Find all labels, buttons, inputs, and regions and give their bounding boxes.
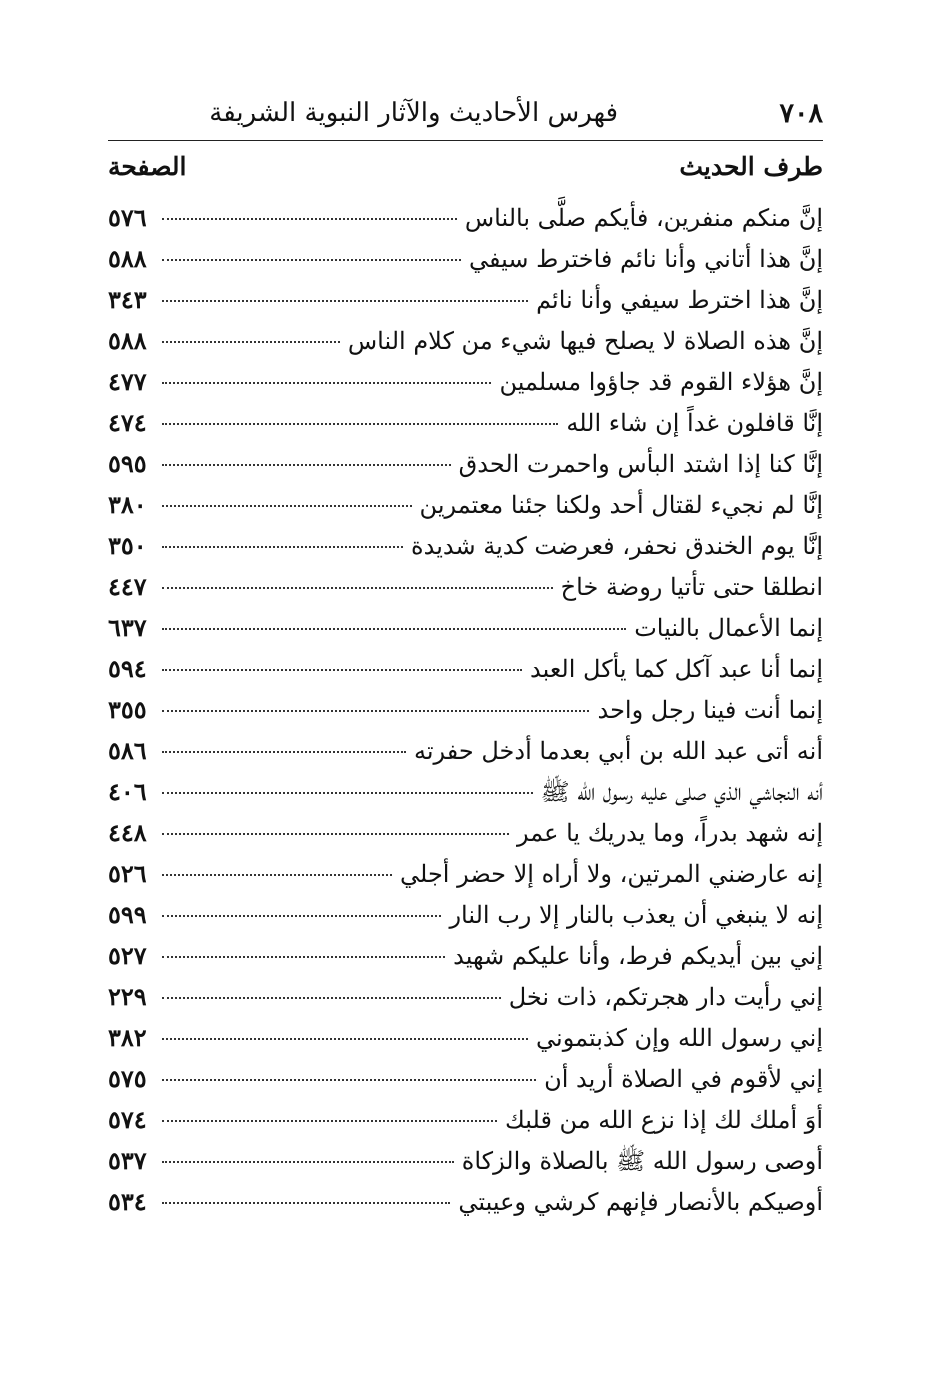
- dot-leader: [162, 382, 491, 384]
- index-entry: [108, 443, 823, 484]
- dot-leader: [162, 1038, 528, 1040]
- page-reference: ٥٣٤: [108, 1187, 147, 1216]
- dot-leader: [162, 505, 412, 507]
- index-entry: [108, 279, 823, 320]
- page-reference: ٣٥٥: [108, 695, 147, 724]
- page-reference: ٤٧٤: [108, 408, 147, 437]
- hadith-text: إنه لا ينبغي أن يعذب بالنار إلا رب النار: [449, 901, 823, 929]
- index-entry: [108, 566, 823, 607]
- index-entry: [108, 402, 823, 443]
- index-entry: [108, 812, 823, 853]
- column-header-page: الصفحة: [108, 152, 187, 181]
- dot-leader: [162, 833, 509, 835]
- hadith-text: إنَّ هذا أتاني وأنا نائم فاخترط سيفي: [468, 245, 823, 273]
- hadith-text: إنَّا يوم الخندق نحفر، فعرضت كدية شديدة: [411, 532, 823, 560]
- dot-leader: [162, 915, 441, 917]
- dot-leader: [162, 1202, 450, 1204]
- hadith-text: أوصى رسول الله ﷺ بالصلاة والزكاة: [461, 1147, 823, 1175]
- page-reference: ٥٨٨: [108, 244, 147, 273]
- page-reference: ٥٨٦: [108, 736, 147, 765]
- index-entries: [108, 197, 823, 1222]
- dot-leader: [162, 1120, 497, 1122]
- dot-leader: [162, 587, 553, 589]
- index-entry: [108, 1058, 823, 1099]
- hadith-text: إني رأيت دار هجرتكم، ذات نخل: [508, 983, 823, 1011]
- index-entry: [108, 976, 823, 1017]
- hadith-text: إنما أنت فينا رجل واحد: [597, 696, 823, 724]
- hadith-text: إنَّ هذا اخترط سيفي وأنا نائم: [536, 286, 823, 314]
- hadith-text: إنَّا لم نجيء لقتال أحد ولكنا جئنا معتمرين: [419, 491, 823, 519]
- index-entry: [108, 853, 823, 894]
- index-entry: [108, 771, 823, 812]
- page-reference: ٥٩٩: [108, 900, 147, 929]
- page-reference: ٣٥٠: [108, 531, 147, 560]
- hadith-text: إني رسول الله وإن كذبتموني: [536, 1024, 823, 1052]
- dot-leader: [162, 669, 522, 671]
- index-entry: [108, 484, 823, 525]
- hadith-text: انطلقا حتى تأتيا روضة خاخ: [560, 573, 823, 601]
- header-divider: [108, 140, 823, 141]
- page-reference: ٣٤٣: [108, 285, 147, 314]
- index-entry: [108, 197, 823, 238]
- hadith-text: إنما الأعمال بالنيات: [634, 614, 823, 642]
- hadith-text: أوصيكم بالأنصار فإنهم كرشي وعيبتي: [458, 1188, 823, 1216]
- hadith-text: أنه أتى عبد الله بن أبي بعدما أدخل حفرته: [413, 737, 823, 765]
- page-reference: ٥٧٤: [108, 1105, 147, 1134]
- dot-leader: [162, 546, 403, 548]
- page-reference: ٥٩٥: [108, 449, 147, 478]
- running-title: فهرس الأحاديث والآثار النبوية الشريفة: [209, 98, 618, 128]
- index-entry: [108, 1181, 823, 1222]
- hadith-text: إنَّ هؤلاء القوم قد جاؤوا مسلمين: [499, 368, 823, 396]
- dot-leader: [162, 464, 451, 466]
- index-entry: [108, 730, 823, 771]
- page-reference: ٢٢٩: [108, 982, 147, 1011]
- page-reference: ٤٧٧: [108, 367, 147, 396]
- index-entry: [108, 1099, 823, 1140]
- dot-leader: [162, 218, 457, 220]
- dot-leader: [162, 423, 558, 425]
- index-entry: [108, 648, 823, 689]
- page-reference: ٥٧٥: [108, 1064, 147, 1093]
- index-entry: [108, 935, 823, 976]
- column-headers: [108, 152, 823, 192]
- hadith-text: إنه شهد بدراً، وما يدريك يا عمر: [517, 819, 823, 847]
- dot-leader: [162, 300, 528, 302]
- column-header-hadith: طرف الحديث: [679, 152, 823, 181]
- dot-leader: [162, 259, 461, 261]
- dot-leader: [162, 710, 589, 712]
- dot-leader: [162, 628, 626, 630]
- hadith-text: إنَّا قافلون غداً إن شاء الله: [566, 409, 823, 437]
- page-reference: ٥٢٧: [108, 941, 147, 970]
- hadith-text: إنه عارضني المرتين، ولا أراه إلا حضر أجلي: [400, 860, 823, 888]
- hadith-text: أوَ أملك لك إذا نزع الله من قلبك: [505, 1106, 823, 1134]
- hadith-text: إني بين أيديكم فرط، وأنا عليكم شهيد: [453, 942, 823, 970]
- index-entry: [108, 361, 823, 402]
- dot-leader: [162, 1079, 536, 1081]
- index-entry: [108, 1140, 823, 1181]
- dot-leader: [162, 1161, 454, 1163]
- dot-leader: [162, 874, 392, 876]
- index-entry: [108, 238, 823, 279]
- page-number: ٧٠٨: [779, 98, 823, 129]
- page-reference: ٥٣٧: [108, 1146, 147, 1175]
- hadith-text: إنما أنا عبد آكل كما يأكل العبد: [529, 655, 823, 683]
- page-reference: ٣٨٢: [108, 1023, 147, 1052]
- dot-leader: [162, 997, 501, 999]
- hadith-text: إنَّ منكم منفرين، فأيكم صلَّى بالناس: [464, 204, 823, 232]
- page-reference: ٤٤٨: [108, 818, 147, 847]
- index-entry: [108, 1017, 823, 1058]
- page-reference: ٦٣٧: [108, 613, 147, 642]
- hadith-text: إنَّا كنا إذا اشتد البأس واحمرت الحدق: [458, 450, 823, 478]
- hadith-text: إني لأقوم في الصلاة أريد أن: [544, 1065, 823, 1093]
- page-reference: ٣٨٠: [108, 490, 147, 519]
- dot-leader: [162, 751, 406, 753]
- page-reference: ٥٨٨: [108, 326, 147, 355]
- index-entry: [108, 320, 823, 361]
- page-reference: ٤٤٧: [108, 572, 147, 601]
- hadith-text: أنه النجاشي الذي صلى عليه رسول الله ﷺ: [540, 778, 823, 806]
- dot-leader: [162, 341, 340, 343]
- index-entry: [108, 894, 823, 935]
- running-header: [209, 96, 823, 138]
- index-entry: [108, 525, 823, 566]
- index-entry: [108, 689, 823, 730]
- page-reference: ٤٠٦: [108, 777, 147, 806]
- index-entry: [108, 607, 823, 648]
- dot-leader: [162, 792, 533, 794]
- hadith-text: إنَّ هذه الصلاة لا يصلح فيها شيء من كلام الناس: [347, 327, 823, 355]
- page-reference: ٥٧٦: [108, 203, 147, 232]
- page-reference: ٥٢٦: [108, 859, 147, 888]
- dot-leader: [162, 956, 445, 958]
- page-reference: ٥٩٤: [108, 654, 147, 683]
